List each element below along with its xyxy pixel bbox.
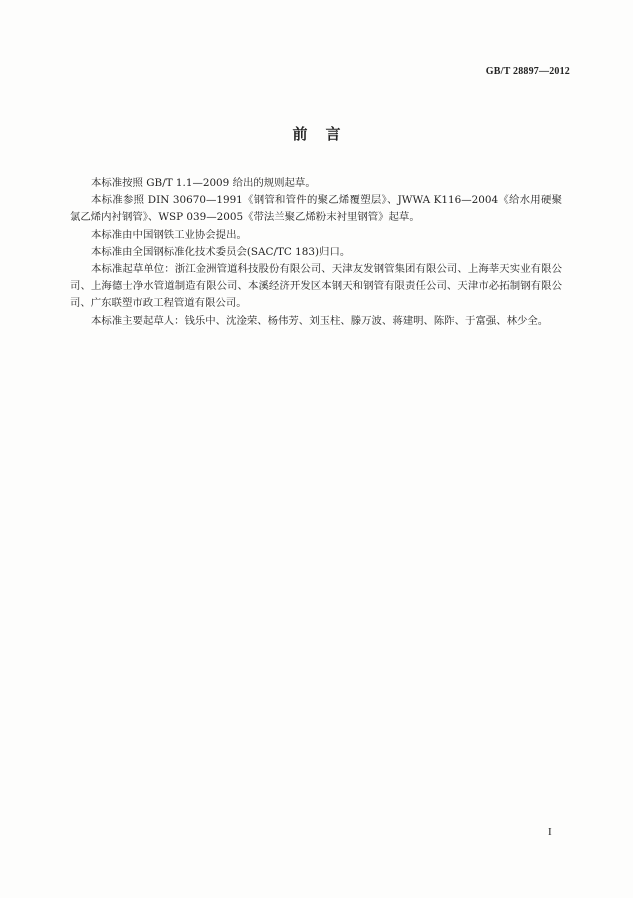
paragraph-references: 本标准参照 DIN 30670—1991《钢管和管件的聚乙烯覆塑层》、JWWA K116—2004《给水用硬聚氯乙烯内衬钢管》、WSP 039—2005《带法兰聚乙烯粉末衬里钢管》起草。 (70, 194, 562, 224)
standard-code: GB/T 28897—2012 (485, 66, 570, 77)
page-number: I (548, 826, 552, 838)
paragraph-proposer: 本标准由中国钢铁工业协会提出。 (91, 228, 247, 241)
paragraph-committee: 本标准由全国钢标准化技术委员会(SAC/TC 183)归口。 (91, 245, 351, 258)
paragraph-drafting-units: 本标准起草单位：浙江金洲管道科技股份有限公司、天津友发钢管集团有限公司、上海莘天实业有限公司、上海德士净水管道制造有限公司、本溪经济开发区本钢天和钢管有限责任公司、天津市必拓制钢有限公司、广东联塑市政工程管道有限公司。 (70, 263, 562, 310)
paragraph-drafters: 本标准主要起草人：钱乐中、沈淦荣、杨伟芳、刘玉柱、滕万波、蒋建明、陈阼、于富强、林少全。 (91, 314, 549, 327)
paragraph-drafting-rules: 本标准按照 GB/T 1.1—2009 给出的规则起草。 (91, 177, 316, 189)
preface-body (70, 175, 562, 330)
page-title: 前言 (292, 125, 359, 143)
